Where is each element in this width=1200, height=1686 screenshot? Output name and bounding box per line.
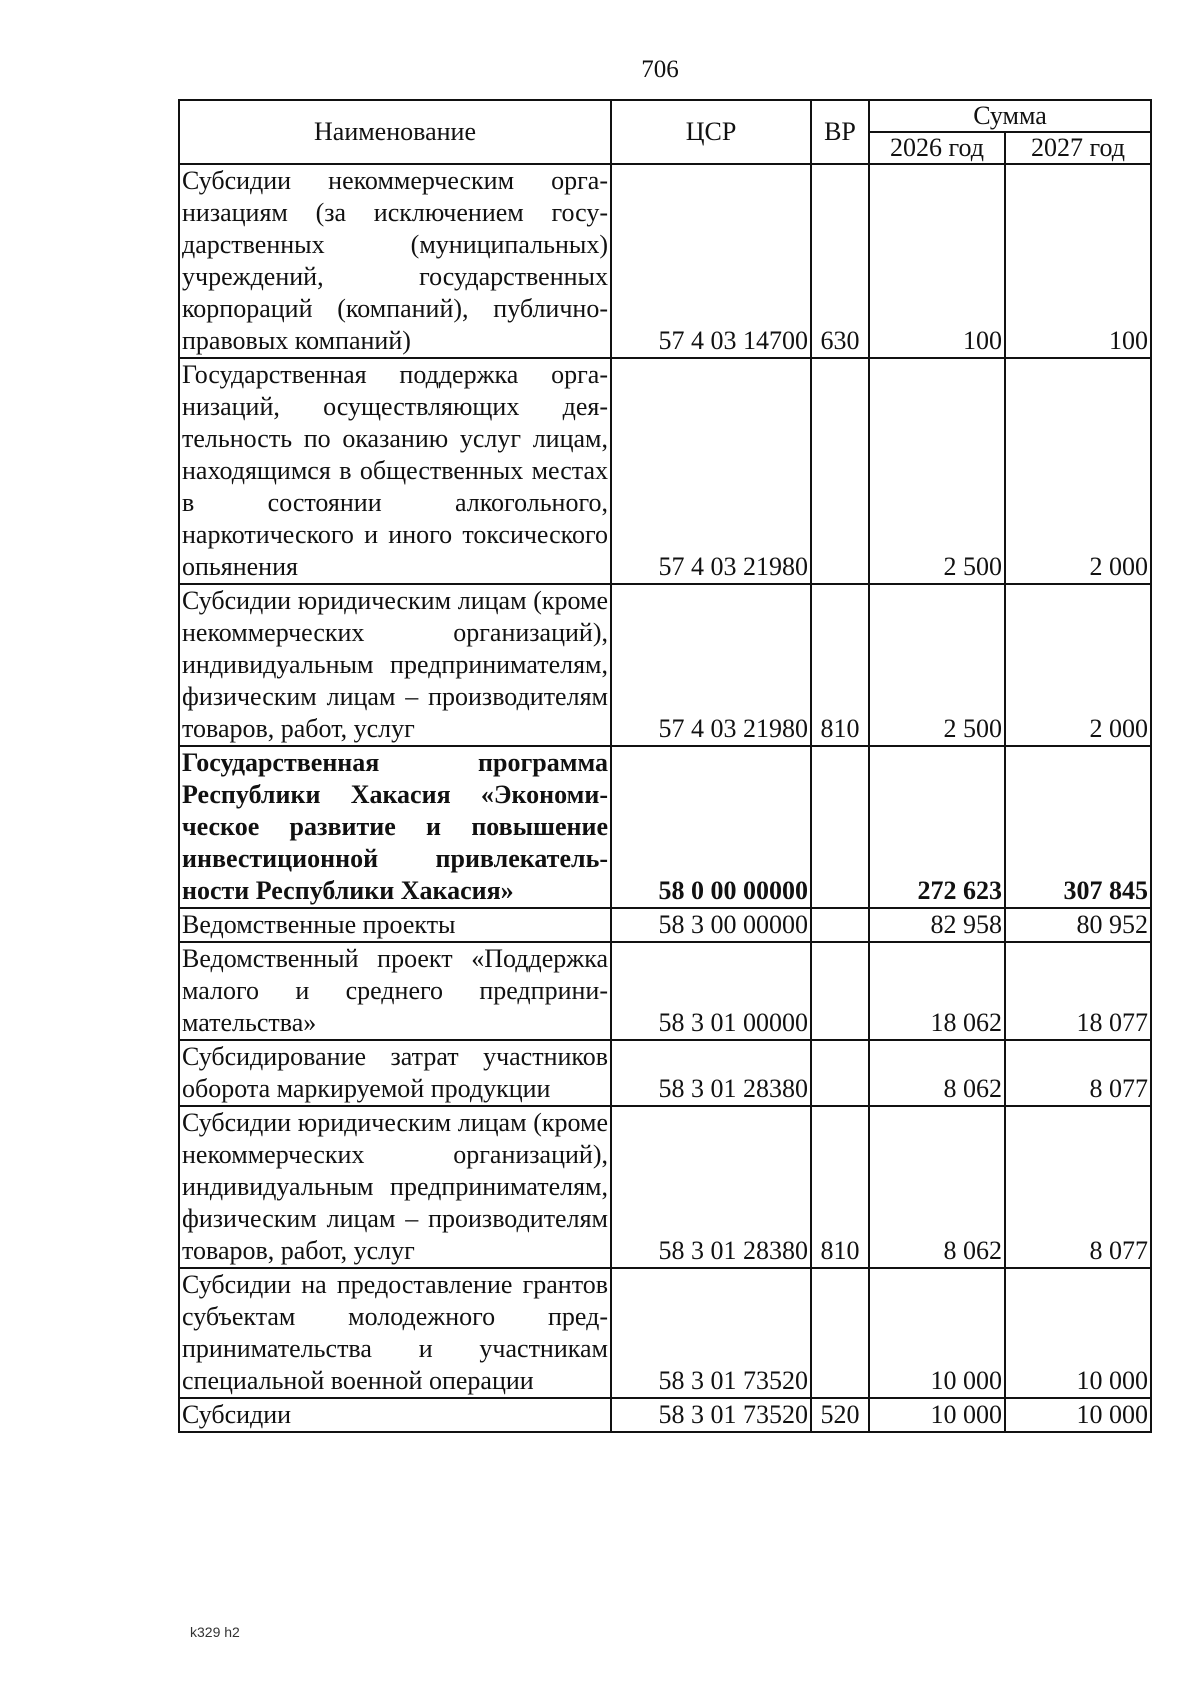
- row-sum-2026: 10 000: [869, 1398, 1005, 1432]
- row-vr: 810: [811, 1106, 869, 1268]
- row-vr: [811, 908, 869, 942]
- row-sum-2026: 100: [869, 164, 1005, 358]
- row-sum-2026: 18 062: [869, 942, 1005, 1040]
- row-vr: [811, 942, 869, 1040]
- row-csr: 58 3 01 28380: [611, 1040, 811, 1106]
- row-sum-2027: 8 077: [1005, 1040, 1151, 1106]
- row-name: Государственная поддержка организаций, осуществляющих деятельность по оказанию услуг лицам, находящимся в общественных местах в состоянии алкогольного, наркотического и иного токсического опьянения: [179, 358, 611, 584]
- row-vr: 630: [811, 164, 869, 358]
- row-csr: 57 4 03 21980: [611, 358, 811, 584]
- row-vr: [811, 358, 869, 584]
- row-sum-2026: 2 500: [869, 358, 1005, 584]
- row-csr: 58 3 00 00000: [611, 908, 811, 942]
- row-sum-2026: 8 062: [869, 1040, 1005, 1106]
- row-csr: 58 0 00 00000: [611, 746, 811, 908]
- row-sum-2027: 10 000: [1005, 1398, 1151, 1432]
- table-header: [179, 100, 1151, 164]
- row-name: Субсидии юридическим лицам (кроме некоммерческих организаций), индивидуальным предпринимателям, физическим лицам – производителям товаров, работ, услуг: [179, 1106, 611, 1268]
- row-sum-2026: 8 062: [869, 1106, 1005, 1268]
- row-vr: [811, 746, 869, 908]
- table-row: [179, 1040, 1151, 1106]
- budget-table: [178, 99, 1152, 1433]
- row-sum-2027: 80 952: [1005, 908, 1151, 942]
- row-name: Ведомственный проект «Поддержка малого и среднего предпринимательства»: [179, 942, 611, 1040]
- table-row-program: [179, 746, 1151, 908]
- table-row: [179, 1106, 1151, 1268]
- row-name: Субсидии на предоставление грантов субъектам молодежного предпринимательства и участникам специальной военной операции: [179, 1268, 611, 1398]
- row-sum-2026: 82 958: [869, 908, 1005, 942]
- row-sum-2026: 2 500: [869, 584, 1005, 746]
- header-name: Наименование: [179, 100, 611, 164]
- header-sum: Сумма: [869, 100, 1151, 132]
- row-sum-2027: 18 077: [1005, 942, 1151, 1040]
- table-row: [179, 1268, 1151, 1398]
- table-row: [179, 942, 1151, 1040]
- row-csr: 57 4 03 14700: [611, 164, 811, 358]
- table-row: [179, 164, 1151, 358]
- row-sum-2027: 100: [1005, 164, 1151, 358]
- row-sum-2027: 10 000: [1005, 1268, 1151, 1398]
- row-name: Субсидии некоммерческим организациям (за исключением государственных (муниципальных) учреждений, государственных корпораций (компаний), публично-правовых компаний): [179, 164, 611, 358]
- table-row: [179, 584, 1151, 746]
- row-name: Субсидии: [179, 1398, 611, 1432]
- row-name: Ведомственные проекты: [179, 908, 611, 942]
- row-vr: [811, 1040, 869, 1106]
- row-vr: 520: [811, 1398, 869, 1432]
- header-vr: ВР: [811, 100, 869, 164]
- footer-code: k329 h2: [190, 1624, 240, 1640]
- table-row: [179, 358, 1151, 584]
- row-name: Субсидии юридическим лицам (кроме некоммерческих организаций), индивидуальным предпринимателям, физическим лицам – производителям товаров, работ, услуг: [179, 584, 611, 746]
- row-sum-2026: 10 000: [869, 1268, 1005, 1398]
- header-csr: ЦСР: [611, 100, 811, 164]
- page-number: 706: [641, 56, 679, 83]
- row-csr: 58 3 01 73520: [611, 1268, 811, 1398]
- header-year-2026: 2026 год: [869, 132, 1005, 164]
- row-csr: 58 3 01 00000: [611, 942, 811, 1040]
- table-row: [179, 908, 1151, 942]
- row-name: Государственная программа Республики Хакасия «Экономическое развитие и повышение инвестиционной привлекательности Республики Хакасия»: [179, 746, 611, 908]
- header-year-2027: 2027 год: [1005, 132, 1151, 164]
- row-sum-2027: 307 845: [1005, 746, 1151, 908]
- row-sum-2026: 272 623: [869, 746, 1005, 908]
- table-row: [179, 1398, 1151, 1432]
- row-vr: [811, 1268, 869, 1398]
- row-sum-2027: 2 000: [1005, 358, 1151, 584]
- row-sum-2027: 2 000: [1005, 584, 1151, 746]
- row-name: Субсидирование затрат участников оборота маркируемой продукции: [179, 1040, 611, 1106]
- row-csr: 57 4 03 21980: [611, 584, 811, 746]
- row-vr: 810: [811, 584, 869, 746]
- table-body: [179, 164, 1151, 1432]
- row-sum-2027: 8 077: [1005, 1106, 1151, 1268]
- row-csr: 58 3 01 73520: [611, 1398, 811, 1432]
- row-csr: 58 3 01 28380: [611, 1106, 811, 1268]
